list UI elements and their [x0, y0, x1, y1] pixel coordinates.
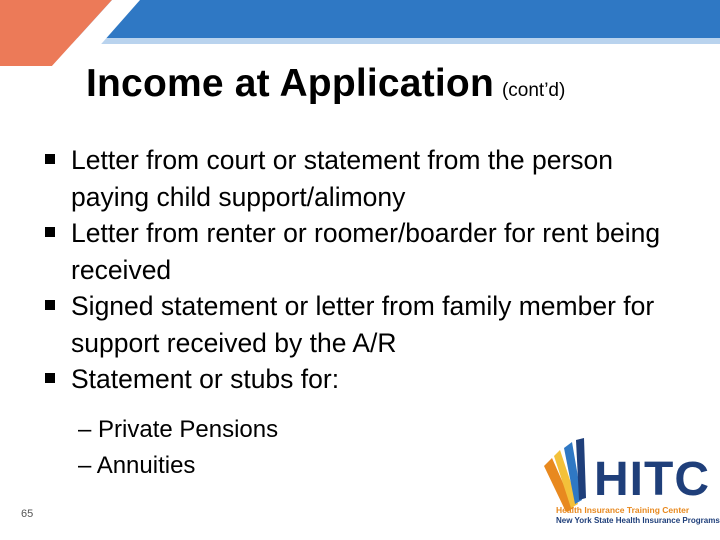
bullet-item [44, 361, 684, 398]
sub-bullet-list [78, 412, 278, 484]
bullet-list [44, 142, 684, 398]
page-number: 65 [21, 508, 34, 520]
logo-tagline: Health Insurance Training Center [556, 505, 690, 515]
bullet-text: Letter from renter or roomer/boarder for rent being received [71, 218, 661, 285]
header-light-strip [0, 38, 720, 44]
title-suffix: (cont’d) [501, 80, 566, 101]
sub-bullet-item: – Private Pensions [78, 416, 279, 443]
square-bullet-icon [45, 227, 55, 237]
header-band [0, 0, 720, 70]
bullet-text: Signed statement or letter from family member for support received by the A/R [71, 291, 655, 358]
bullet-item [44, 288, 684, 361]
bullet-text: Letter from court or statement from the person paying child support/alimony [71, 145, 614, 212]
bullet-item [44, 215, 684, 288]
bullet-item [44, 142, 684, 215]
square-bullet-icon [45, 300, 55, 310]
title-text: Income at Application [86, 62, 494, 105]
square-bullet-icon [45, 373, 55, 383]
bullet-text: Statement or stubs for: [71, 364, 340, 394]
square-bullet-icon [45, 154, 55, 164]
slide-title [86, 62, 565, 106]
sub-bullet-item: – Annuities [78, 452, 196, 479]
logo-subtagline: New York State Health Insurance Programs [556, 516, 720, 525]
logo-wordmark: HITC [594, 453, 710, 506]
